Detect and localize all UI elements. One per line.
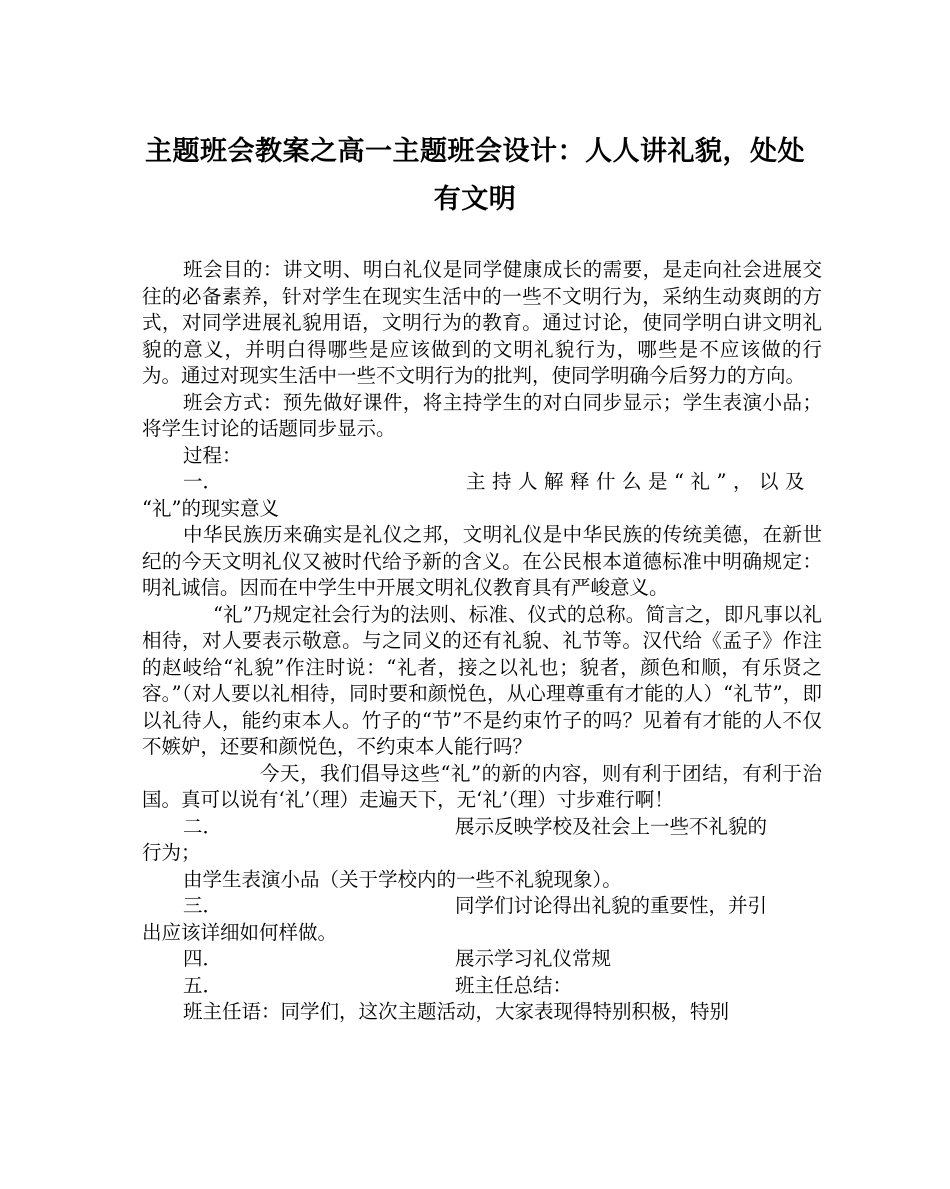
china-paragraph: 中华民族历来确实是礼仪之邦，文明礼仪是中华民族的传统美德，在新世纪的今天文明礼仪又被时代给予新的含义。在公民根本道德标准中明确规定：明礼诚信。因而在中学生中开展文明礼仪教育具有严峻意义。 — [142, 523, 822, 599]
step-2 — [142, 814, 822, 841]
step-5-text: 班主任总结： — [455, 973, 573, 997]
step-4-number: 四． — [183, 947, 223, 970]
step-5-number: 五． — [183, 973, 223, 997]
step-1-continuation: “礼”的现实意义 — [142, 496, 279, 520]
step-2-continuation: 行为； — [142, 841, 201, 864]
process-label: 过程： — [183, 443, 242, 467]
step-5 — [142, 973, 822, 1000]
teacher-words-paragraph: 班主任语：同学们，这次主题活动，大家表现得特别积极，特别 — [183, 1000, 730, 1023]
step-3-continuation: 出应该详细如何样做。 — [142, 920, 338, 944]
step-4-text: 展示学习礼仪常规 — [455, 947, 612, 970]
document-title-line1: 主题班会教案之高一主题班会设计：人人讲礼貌，处处 — [145, 136, 805, 167]
step-1 — [142, 469, 822, 496]
method-paragraph: 班会方式：预先做好课件，将主持学生的对白同步显示；学生表演小品；将学生讨论的话题同步显示。 — [142, 390, 822, 440]
step-1-number: 一． — [183, 470, 223, 493]
today-paragraph: 今天，我们倡导这些“礼”的新的内容，则有利于团结，有利于治国。真可以说有‘礼’（理）走遍天下，无‘礼’（理）寸步难行啊！ — [142, 761, 822, 811]
step-3-number: 三． — [183, 894, 223, 917]
step-4 — [142, 946, 822, 973]
step-2-text: 展示反映学校及社会上一些不礼貌的 — [455, 814, 768, 838]
document-title-line2: 有文明 — [433, 184, 517, 215]
step-2-number: 二． — [183, 814, 223, 838]
step-1-text: 主持人解释什么是“礼”，以及 — [466, 470, 811, 493]
step-3-text: 同学们讨论得出礼貌的重要性，并引 — [455, 894, 768, 917]
document-body — [142, 257, 822, 1026]
purpose-paragraph: 班会目的：讲文明、明白礼仪是同学健康成长的需要，是走向社会进展交往的必备素养，针对学生在现实生活中的一些不文明行为，采纳生动爽朗的方式，对同学进展礼貌用语，文明行为的教育。通过讨论，使同学明白讲文明礼貌的意义，并明白得哪些是应该做到的文明礼貌行为，哪些是不应该做的行为。通过对现实生活中一些不文明行为的批判，使同学明确今后努力的方向。 — [142, 258, 822, 387]
li-definition-paragraph: “礼”乃规定社会行为的法则、标准、仪式的总称。简言之，即凡事以礼相待，对人要表示敬意。与之同义的还有礼貌、礼节等。汉代给《孟子》作注的赵岐给“礼貌”作注时说：“礼者，接之以礼也；貌者，颜色和顺，有乐贤之容。”（对人要以礼相待，同时要和颜悦色，从心理尊重有才能的人）“礼节”，即以礼待人，能约束本人。竹子的“节”不是约束竹子的吗？见着有才能的人不仅不嫉妒，还要和颜悦色，不约束本人能行吗？ — [142, 602, 822, 758]
step-2-detail: 由学生表演小品（关于学校内的一些不礼貌现象）。 — [183, 867, 622, 891]
step-3 — [142, 893, 822, 920]
